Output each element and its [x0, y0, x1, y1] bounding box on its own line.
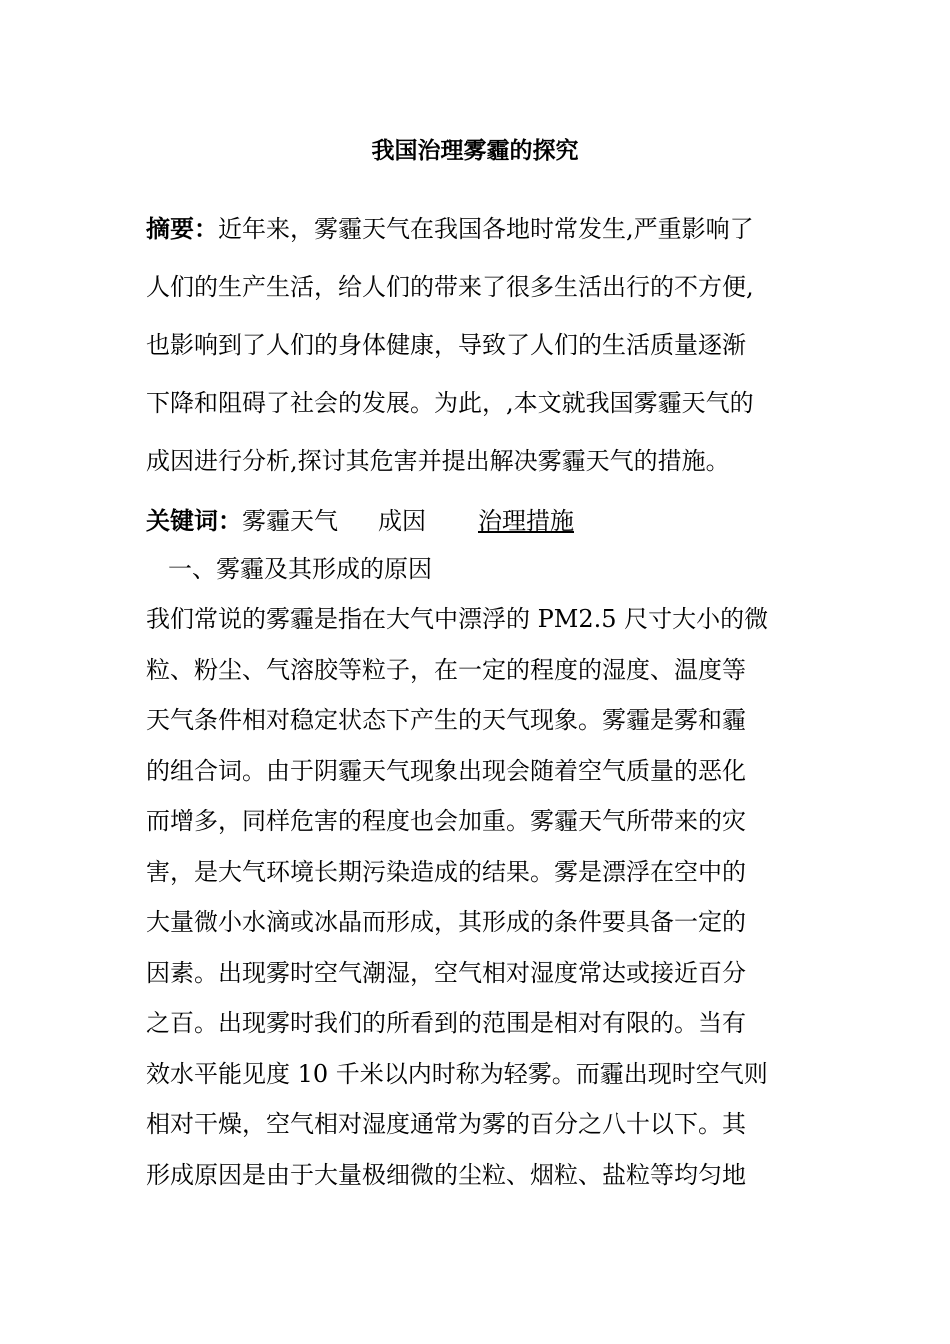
- body-line: 之百。出现雾时我们的所看到的范围是相对有限的。当有: [146, 1009, 746, 1037]
- body-line: 而增多，同样危害的程度也会加重。雾霾天气所带来的灾: [146, 807, 746, 835]
- abstract-text: 近年来，雾霾天气在我国各地时常发生,严重影响了: [218, 215, 754, 243]
- abstract-line: 人们的生产生活，给人们的带来了很多生活出行的不方便,: [146, 273, 754, 301]
- body-line: 大量微小水滴或冰晶而形成，其形成的条件要具备一定的: [146, 908, 746, 936]
- body-line: 我们常说的雾霾是指在大气中漂浮的 PM2.5 尺寸大小的微: [146, 605, 769, 633]
- keyword-item: 雾霾天气: [242, 507, 338, 535]
- keyword-item: 治理措施: [478, 507, 574, 535]
- body-line: 因素。出现雾时空气潮湿，空气相对湿度常达或接近百分: [146, 958, 746, 987]
- keywords-section: [146, 499, 810, 543]
- keywords-label: 关键词：: [146, 506, 242, 535]
- body-line: 形成原因是由于大量极细微的尘粒、烟粒、盐粒等均匀地: [146, 1160, 746, 1189]
- body-line: 效水平能见度 10 千米以内时称为轻雾。而霾出现时空气则: [146, 1059, 768, 1088]
- section-body: [146, 594, 810, 1200]
- body-line: 相对干燥，空气相对湿度通常为雾的百分之八十以下。其: [146, 1110, 746, 1138]
- abstract-line: [146, 200, 810, 258]
- section-heading: 一、雾霾及其形成的原因: [168, 555, 432, 583]
- keyword-item: 成因: [378, 507, 426, 535]
- abstract-line: 下降和阻碍了社会的发展。为此，,本文就我国雾霾天气的: [146, 389, 754, 417]
- body-line: 的组合词。由于阴霾天气现象出现会随着空气质量的恶化: [146, 756, 746, 785]
- abstract-section: [146, 200, 810, 490]
- abstract-label: 摘要：: [146, 214, 218, 243]
- body-line: 害，是大气环境长期污染造成的结果。雾是漂浮在空中的: [146, 857, 746, 886]
- abstract-line: 也影响到了人们的身体健康，导致了人们的生活质量逐渐: [146, 331, 746, 359]
- document-title: 我国治理雾霾的探究: [371, 137, 579, 164]
- body-line: 粒、粉尘、气溶胶等粒子，在一定的程度的湿度、温度等: [146, 655, 746, 684]
- body-line: 天气条件相对稳定状态下产生的天气现象。雾霾是雾和霾: [146, 706, 746, 734]
- abstract-line: 成因进行分析,探讨其危害并提出解决雾霾天气的措施。: [146, 447, 730, 475]
